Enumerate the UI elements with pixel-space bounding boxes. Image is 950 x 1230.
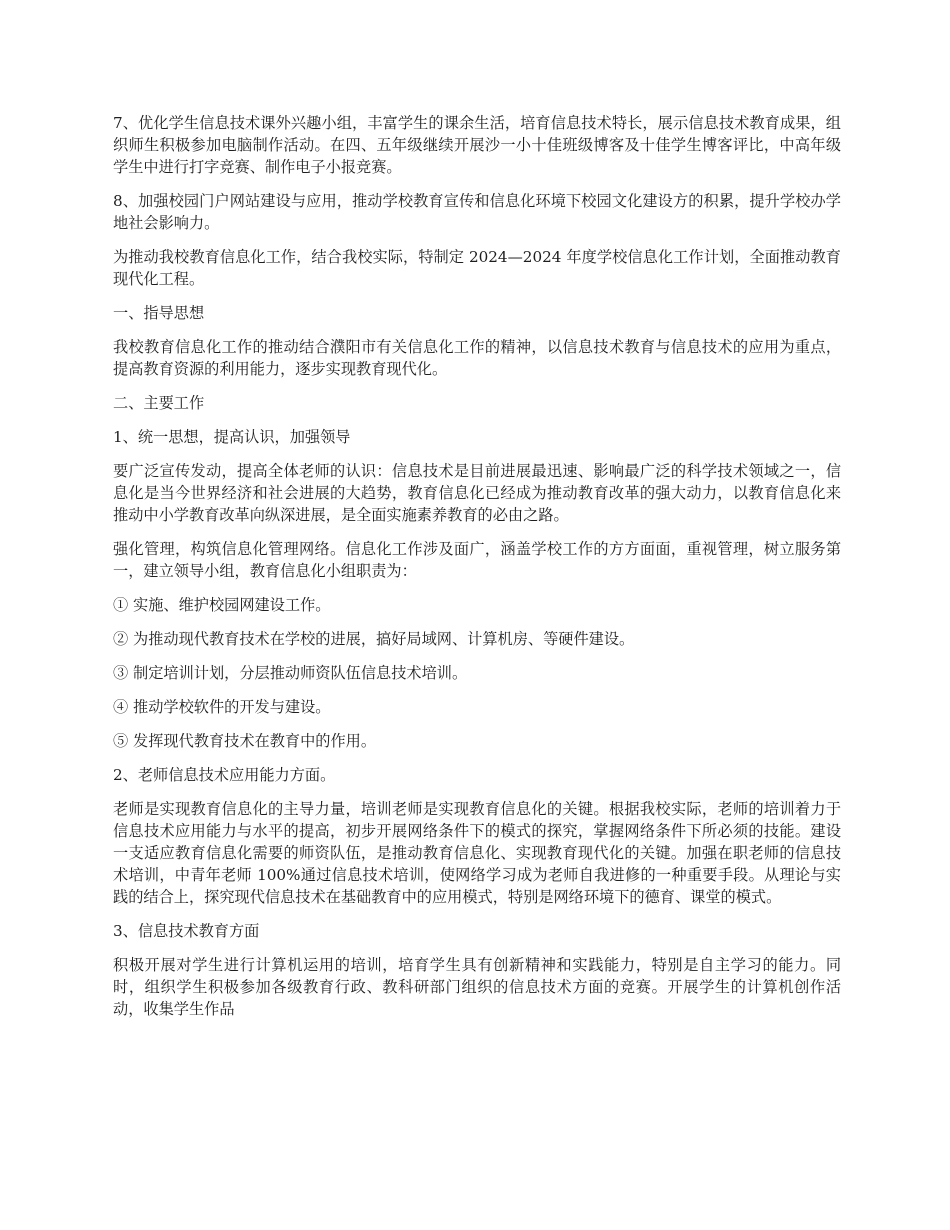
subheading-it-education: 3、信息技术教育方面 [113, 922, 260, 940]
section-heading-guiding-thought: 一、指导思想 [113, 304, 205, 322]
paragraph-publicity: 要广泛宣传发动，提高全体老师的认识：信息技术是目前进展最迅速、影响最广泛的科学技术领域之一，信息化是当今世界经济和社会进展的大趋势，教育信息化已经成为推动教育改革的强大动力，以教育信息化来推动中小学教育改革向纵深进展，是全面实施素养教育的必由之路。 [113, 462, 841, 524]
subheading-teacher-ability: 2、老师信息技术应用能力方面。 [113, 766, 336, 784]
paragraph-item-7: 7、优化学生信息技术课外兴趣小组，丰富学生的课余生活，培育信息技术特长，展示信息技术教育成果，组织师生积极参加电脑制作活动。在四、五年级继续开展沙一小十佳班级博客及十佳学生博客评比，中高年级学生中进行打字竞赛、制作电子小报竞赛。 [113, 114, 841, 176]
paragraph-student-training: 积极开展对学生进行计算机运用的培训，培育学生具有创新精神和实践能力，特别是自主学习的能力。同时，组织学生积极参加各级教育行政、教科研部门组织的信息技术方面的竞赛。开展学生的计算机创作活动，收集学生作品 [113, 956, 841, 1018]
section-heading-main-work: 二、主要工作 [113, 394, 205, 412]
duty-item-3: ③ 制定培训计划，分层推动师资队伍信息技术培训。 [113, 664, 468, 682]
duty-item-1: ① 实施、维护校园网建设工作。 [113, 596, 331, 614]
duty-item-5: ⑤ 发挥现代教育技术在教育中的作用。 [113, 732, 377, 750]
duty-item-4: ④ 推动学校软件的开发与建设。 [113, 698, 331, 716]
paragraph-item-8: 8、加强校园门户网站建设与应用，推动学校教育宣传和信息化环境下校园文化建设方的积累，提升学校办学地社会影响力。 [113, 192, 841, 232]
duty-item-2: ② 为推动现代教育技术在学校的进展，搞好局域网、计算机房、等硬件建设。 [113, 630, 635, 648]
paragraph-teacher-training: 老师是实现教育信息化的主导力量，培训老师是实现教育信息化的关键。根据我校实际，老师的培训着力于信息技术应用能力与水平的提高，初步开展网络条件下的模式的探究，掌握网络条件下所必须的技能。建设一支适应教育信息化需要的师资队伍，是推动教育信息化、实现教育现代化的关键。加强在职老师的信息技术培训，中青年老师 100%通过信息技术培训，使网络学习成为老师自我进修的一种重要手段。从理论与实践的结合上，探究现代信息技术在基础教育中的应用模式，特别是网络环境下的德育、课堂的模式。 [113, 800, 841, 906]
paragraph-guiding-thought: 我校教育信息化工作的推动结合濮阳市有关信息化工作的精神，以信息技术教育与信息技术的应用为重点，提高教育资源的利用能力，逐步实现教育现代化。 [113, 338, 841, 378]
paragraph-management: 强化管理，构筑信息化管理网络。信息化工作涉及面广，涵盖学校工作的方方面面，重视管理，树立服务第一，建立领导小组，教育信息化小组职责为： [113, 540, 841, 580]
paragraph-plan-intro: 为推动我校教育信息化工作，结合我校实际，特制定 2024—2024 年度学校信息化工作计划，全面推动教育现代化工程。 [113, 248, 841, 288]
subheading-unify-thought: 1、统一思想，提高认识，加强领导 [113, 428, 351, 446]
document-page [113, 112, 841, 1032]
